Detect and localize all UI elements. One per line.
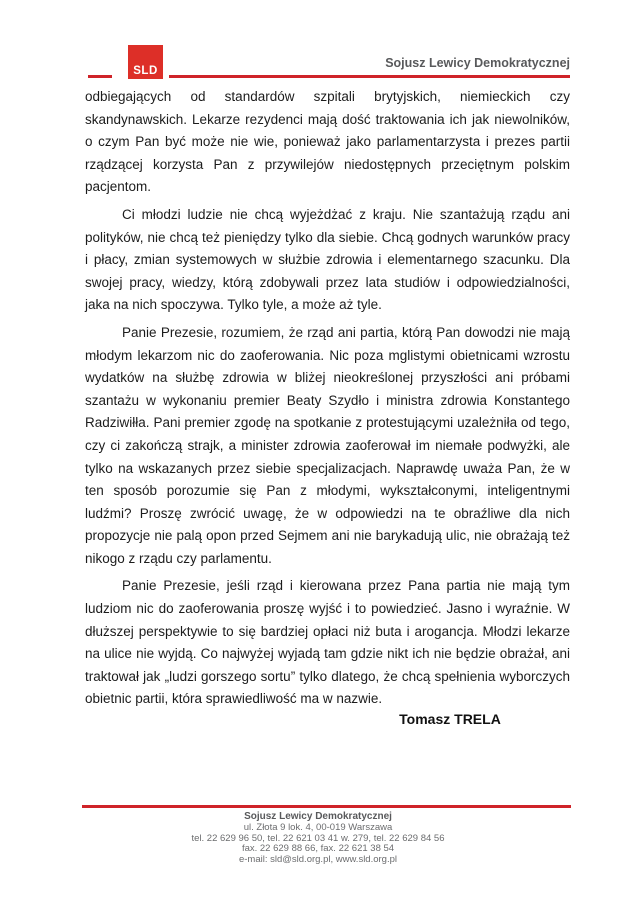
header-rule	[169, 75, 570, 78]
letter-paragraph: Panie Prezesie, jeśli rząd i kierowana przez Pana partia nie mają tym ludziom nic do zaoferowania proszę wyjść i to powiedzieć. Jasno i wyraźnie. W dłuższej perspektywie to się bardziej opłaci niż buta i arogancja. Młodzi lekarze na ulice nie wyjdą. Co najwyżej wyjadą tam gdzie nikt ich nie będzie obrażał, ani traktował jak „ludzi gorszego sortu” tylko dlatego, że chcą spełnienia wyborczych obietnic partii, która sprawiedliwość ma w nazwie.	[85, 578, 570, 707]
signature: Tomasz TRELA	[399, 711, 501, 727]
letter-body	[85, 86, 570, 711]
footer-phones: tel. 22 629 96 50, tel. 22 621 03 41 w. 279, tel. 22 629 84 56	[191, 832, 445, 844]
letter-paragraph: Ci młodzi ludzie nie chcą wyjeżdżać z kraju. Nie szantażują rządu ani polityków, nie chcą też pieniędzy tylko dla siebie. Chcą godnych warunków pracy i płacy, zmian systemowych w służbie zdrowia i elementarnego szacunku. Dla swojej pracy, wiedzy, którą zdobywali przez lata studiów i odpowiedzialności, jaka na nich spoczywa. Tylko tyle, a może aż tyle.	[85, 206, 570, 313]
footer-address: ul. Złota 9 lok. 4, 00-019 Warszawa	[243, 821, 393, 833]
header-rule-left-dash	[88, 75, 112, 78]
header-org-name: Sojusz Lewicy Demokratycznej	[385, 56, 570, 70]
footer-email-web: e-mail: sld@sld.org.pl, www.sld.org.pl	[238, 854, 397, 866]
letter-paragraph: odbiegających od standardów szpitali brytyjskich, niemieckich czy skandynawskich. Lekarze rezydenci mają dość traktowania ich jak niewolników, o czym Pan być może nie wie, ponieważ jako parlamentarzysta i prezes partii rządzącej korzysta Pan z przywilejów niedostępnych przeciętnym polskim pacjentom.	[85, 89, 570, 195]
footer-fax: fax. 22 629 88 66, fax. 22 621 38 54	[241, 843, 395, 855]
letter-paragraph: Panie Prezesie, rozumiem, że rząd ani partia, którą Pan dowodzi nie mają młodym lekarzom nic do zaoferowania. Nic poza mglistymi obietnicami wzrostu wydatków na służbę zdrowia w bliżej nieokreślonej przyszłości ani próbami szantażu w wykonaniu premier Beaty Szydło i ministra zdrowia Konstantego Radziwiłła. Pani premier zgodę na spotkanie z protestującymi uzależniła od tego, czy ci zakończą strajk, a minister zdrowia zaoferował im niemałe podwyżki, ale tylko na wskazanych przez siebie specjalizacjach. Naprawdę uważa Pan, że w ten sposób porozumie się Pan z młodymi, wykształconymi, inteligentnymi ludźmi? Proszę zwrócić uwagę, że w odpowiedzi na te obraźliwe dla nich propozycje nie palą opon przed Sejmem ani nie barykadują ulic, nie obrażają też nikogo z rządu czy parlamentu.	[85, 324, 570, 566]
sld-logo	[128, 45, 163, 79]
footer	[0, 812, 636, 866]
footer-rule	[82, 805, 571, 808]
sld-logo-text: SLD	[133, 65, 158, 77]
footer-org-name: Sojusz Lewicy Demokratycznej	[244, 811, 392, 822]
